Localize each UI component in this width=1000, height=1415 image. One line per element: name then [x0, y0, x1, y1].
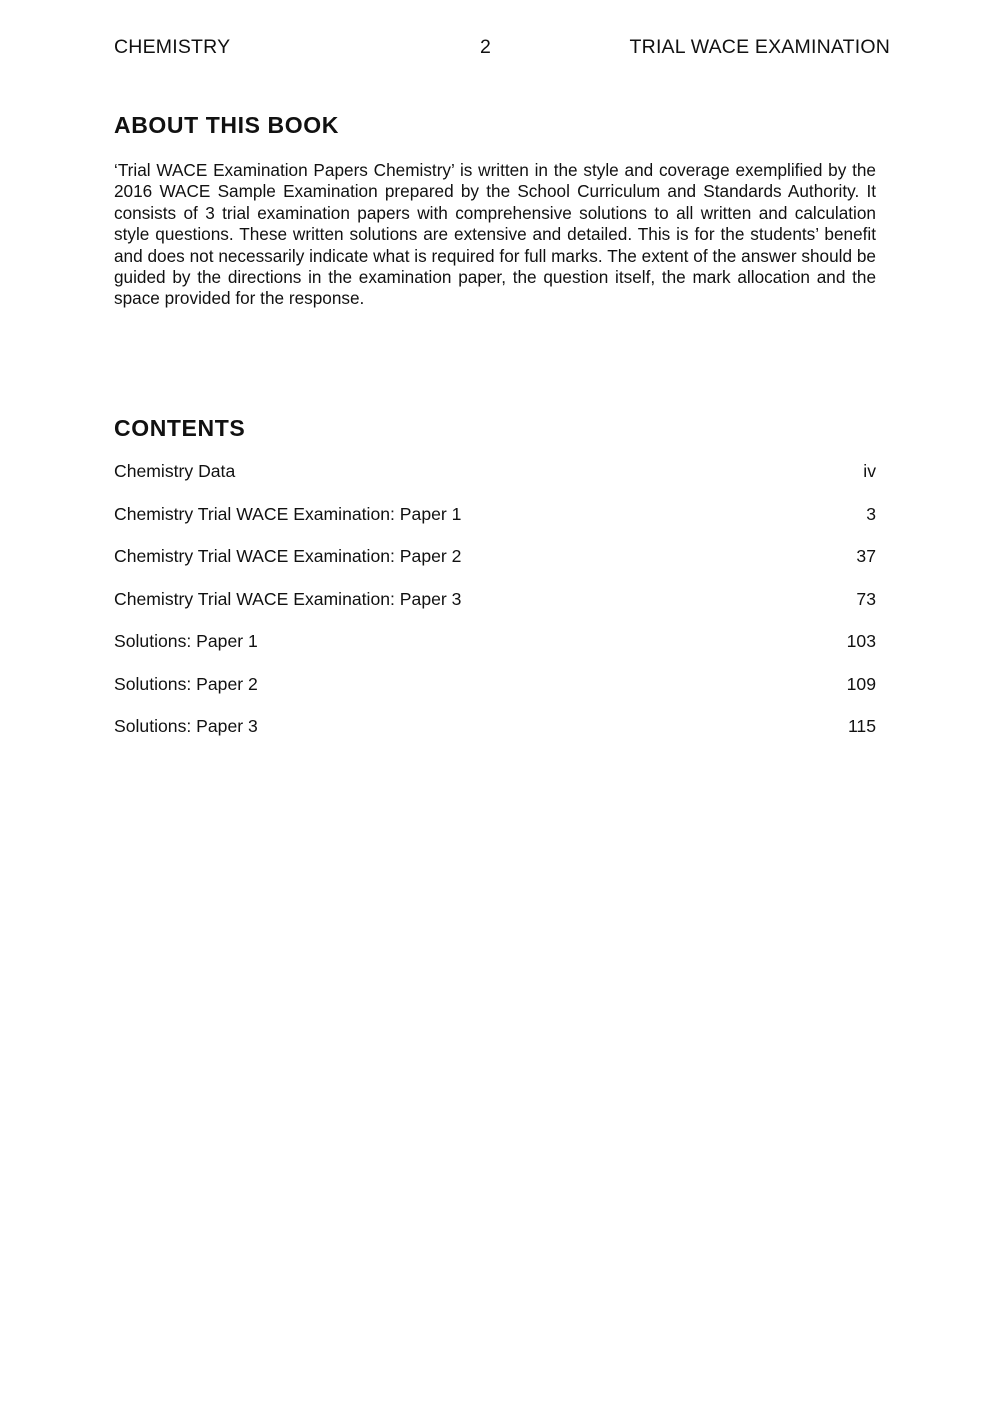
table-of-contents: [114, 461, 876, 759]
toc-entry-page: iv: [863, 461, 876, 481]
toc-entry-title: Solutions: Paper 3: [114, 716, 258, 736]
toc-entry-page: 3: [866, 503, 876, 524]
toc-entry: [114, 716, 876, 759]
toc-entry: [114, 589, 876, 632]
toc-entry-title: Chemistry Trial WACE Examination: Paper 1: [114, 503, 462, 524]
toc-entry-title: Chemistry Trial WACE Examination: Paper 3: [114, 588, 462, 609]
toc-entry: [114, 461, 876, 504]
toc-entry-page: 73: [856, 588, 876, 609]
toc-entry: [114, 546, 876, 589]
about-paragraph: ‘Trial WACE Examination Papers Chemistry’ is written in the style and coverage exemplified by the 2016 WACE Sample Examination prepared by the School Curriculum and Standards Authority. It consists of 3 trial examination papers with comprehensive solutions to all written and calculation style questions. These written solutions are extensive and detailed. This is for the students’ benefit and does not necessarily indicate what is required for full marks. The extent of the answer should be guided by the directions in the examination paper, the question itself, the mark allocation and the space provided for the response.: [114, 160, 876, 309]
about-heading: ABOUT THIS BOOK: [114, 112, 339, 138]
toc-entry-title: Chemistry Data: [114, 461, 236, 481]
toc-entry-page: 103: [846, 631, 876, 651]
toc-entry-title: Chemistry Trial WACE Examination: Paper 2: [114, 546, 462, 566]
toc-entry: [114, 504, 876, 547]
toc-entry-page: 37: [856, 546, 876, 566]
header-subject: CHEMISTRY: [114, 36, 231, 58]
header-exam-title: TRIAL WACE EXAMINATION: [629, 36, 890, 58]
toc-entry-page: 109: [846, 673, 876, 694]
toc-entry-title: Solutions: Paper 2: [114, 673, 258, 694]
toc-entry-title: Solutions: Paper 1: [114, 631, 258, 651]
running-header: [114, 36, 890, 62]
toc-entry: [114, 631, 876, 674]
toc-entry: [114, 674, 876, 717]
toc-entry-page: 115: [847, 716, 876, 736]
contents-heading: CONTENTS: [114, 415, 246, 441]
page-number: 2: [480, 36, 492, 58]
